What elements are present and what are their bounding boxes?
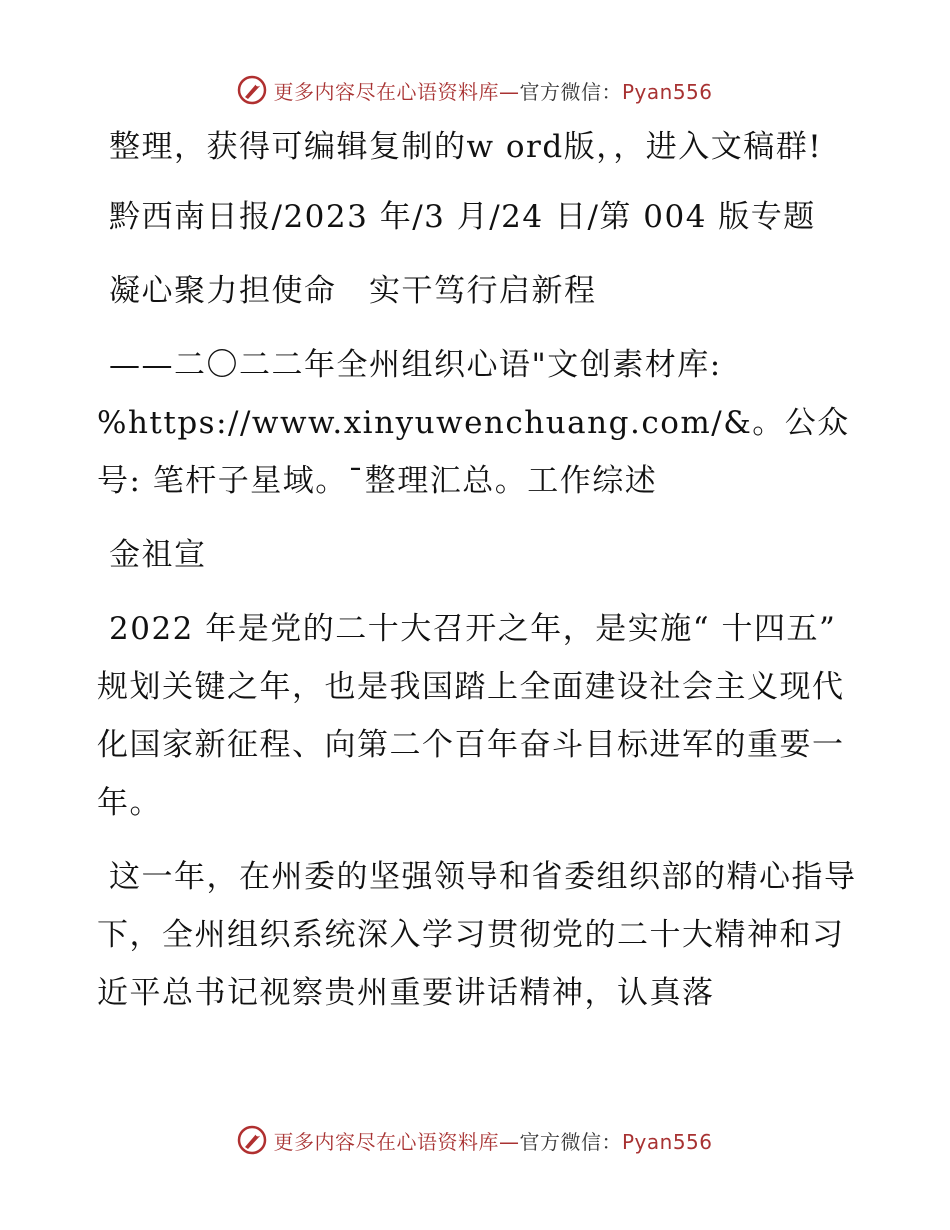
header-banner xyxy=(0,70,950,110)
footer-banner xyxy=(0,1120,950,1160)
article-title: 凝心聚力担使命 实干笃行启新程 xyxy=(109,273,597,309)
paragraph-body-2: 这一年，在州委的坚强领导和省委组织部的精心指导下，全州组织系统深入学习贯彻党的二十大精神和习近平总书记视察贵州重要讲话精神，认真落 xyxy=(97,859,857,1011)
paragraph-intro: 整理，获得可编辑复制的w ord版，，进入文稿群! xyxy=(109,129,823,165)
source-line: 黔西南日报/2023 年/3 月/24 日/第 004 版专题 xyxy=(109,199,816,235)
banner-text: 更多内容尽在心语资料库—官方微信：Pyan556 xyxy=(273,1129,713,1154)
pen-logo-icon xyxy=(237,1125,267,1155)
paragraph-body-1: 2022 年是党的二十大召开之年，是实施“ 十四五” 规划关键之年，也是我国踏上全面建设社会主义现代化国家新征程、向第二个百年奋斗目标进军的重要一年。 xyxy=(97,611,845,821)
pen-logo-icon xyxy=(237,75,267,105)
banner-text: 更多内容尽在心语资料库—官方微信：Pyan556 xyxy=(273,79,713,104)
document-body xyxy=(97,118,857,1022)
article-subtitle: ——二〇二二年全州组织心语"文创素材库: %https://www.xinyuwenchuang.com/&。公众号: 笔杆子星域。¯整理汇总。工作综述 xyxy=(97,347,850,499)
author-name: 金祖宣 xyxy=(109,537,207,573)
